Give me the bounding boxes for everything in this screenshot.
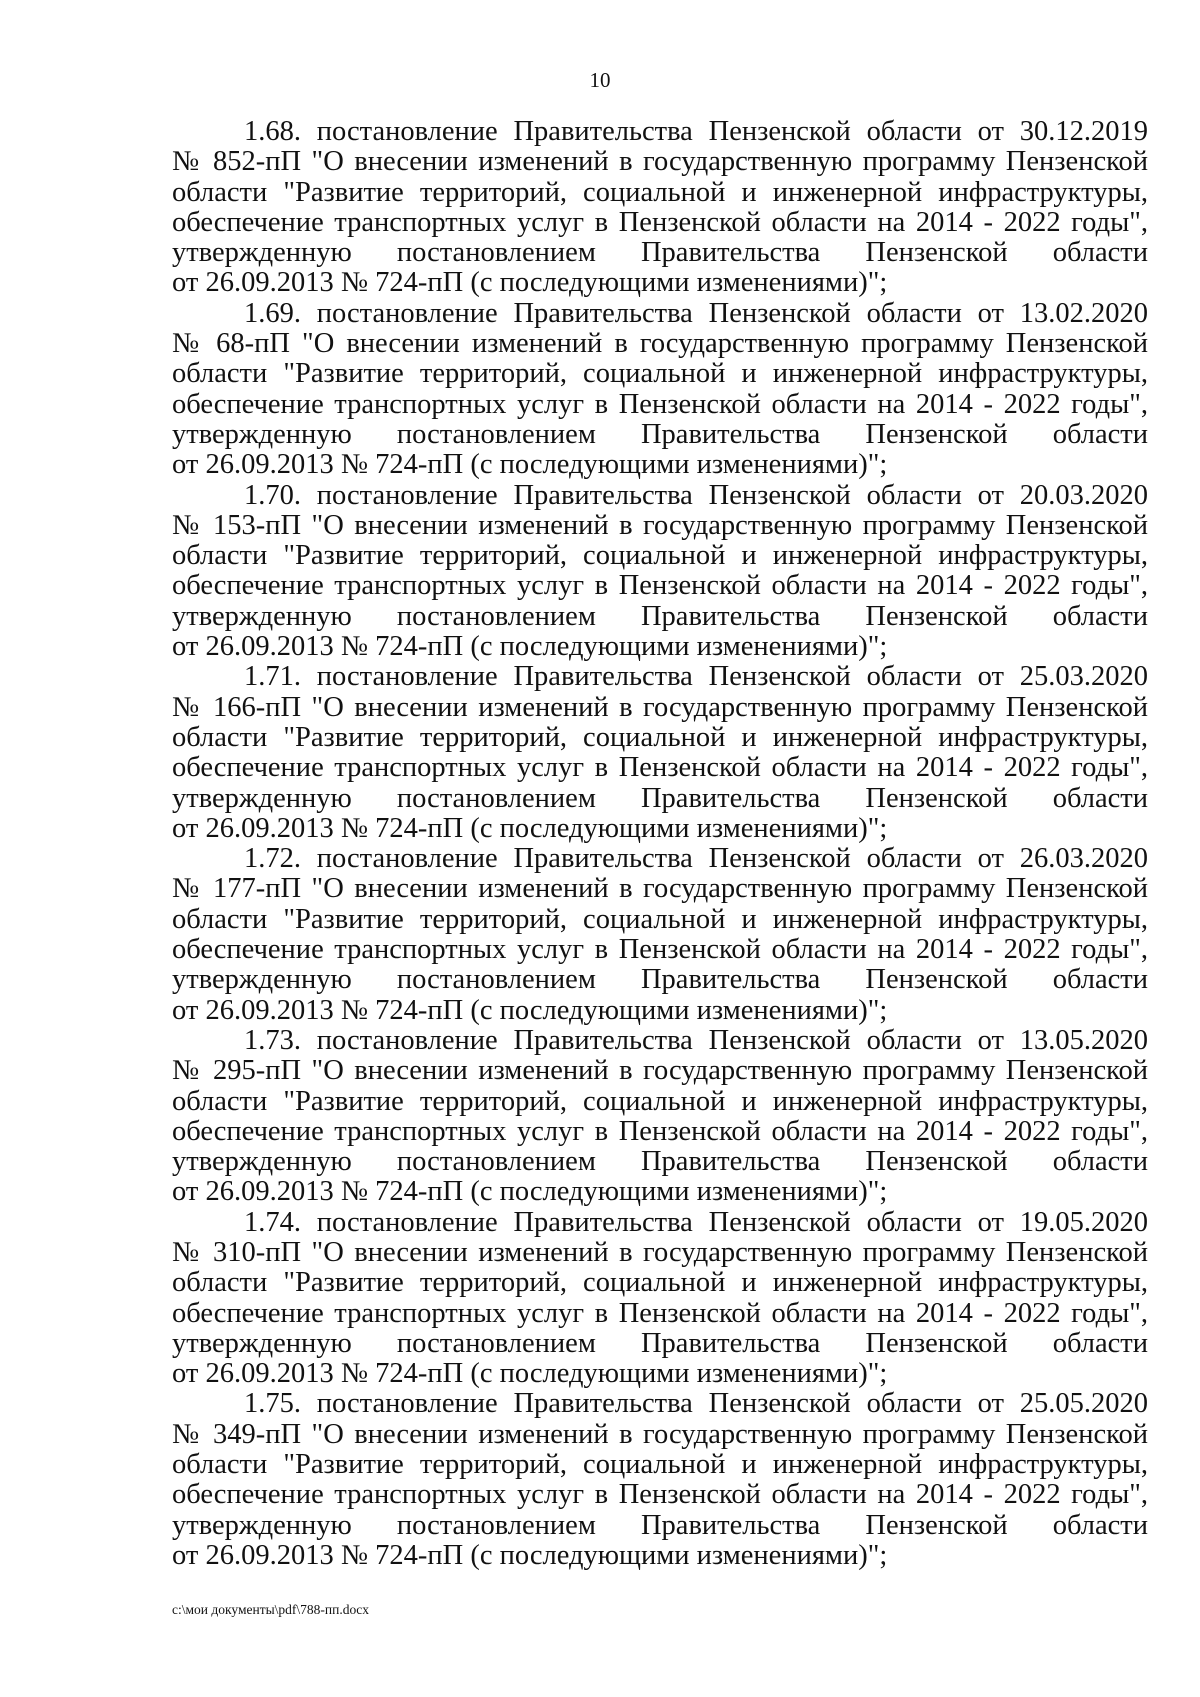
clause-line: области "Развитие территорий, социальной и инженерной инфраструктуры, <box>172 540 1148 572</box>
clause-line: 1.74. постановление Правительства Пензенской области от 19.05.2020 <box>244 1206 1148 1238</box>
clause-line: утвержденную постановлением Правительства Пензенской области <box>172 600 1148 632</box>
clause-1-74 <box>172 1208 1148 1390</box>
clause-line: от 26.09.2013 № 724-пП (с последующими изменениями)"; <box>172 994 888 1026</box>
clause-line: области "Развитие территорий, социальной и инженерной инфраструктуры, <box>172 176 1148 208</box>
clause-line: от 26.09.2013 № 724-пП (с последующими изменениями)"; <box>172 1176 888 1208</box>
clause-line: № 177-пП "О внесении изменений в государственную программу Пензенской <box>172 873 1148 905</box>
clause-line: утвержденную постановлением Правительства Пензенской области <box>172 782 1148 814</box>
clause-line: обеспечение транспортных услуг в Пензенской области на 2014 - 2022 годы", <box>172 934 1148 966</box>
clause-line: от 26.09.2013 № 724-пП (с последующими изменениями)"; <box>172 449 888 481</box>
clause-line: обеспечение транспортных услуг в Пензенской области на 2014 - 2022 годы", <box>172 1479 1148 1511</box>
clause-line: № 68-пП "О внесении изменений в государственную программу Пензенской <box>172 328 1148 360</box>
clause-1-69 <box>172 299 1148 481</box>
clause-1-71 <box>172 662 1148 844</box>
clause-line: № 349-пП "О внесении изменений в государственную программу Пензенской <box>172 1418 1148 1450</box>
clause-line: области "Развитие территорий, социальной и инженерной инфраструктуры, <box>172 1085 1148 1117</box>
clause-line: от 26.09.2013 № 724-пП (с последующими изменениями)"; <box>172 812 888 844</box>
clause-line: 1.70. постановление Правительства Пензенской области от 20.03.2020 <box>244 479 1148 511</box>
clause-line: 1.73. постановление Правительства Пензенской области от 13.05.2020 <box>244 1024 1148 1056</box>
clause-line: обеспечение транспортных услуг в Пензенской области на 2014 - 2022 годы", <box>172 388 1148 420</box>
clause-line: от 26.09.2013 № 724-пП (с последующими изменениями)"; <box>172 267 888 299</box>
clause-line: 1.71. постановление Правительства Пензенской области от 25.03.2020 <box>244 661 1148 693</box>
page-number: 10 <box>589 68 611 92</box>
clause-line: утвержденную постановлением Правительства Пензенской области <box>172 964 1148 996</box>
clause-line: № 852-пП "О внесении изменений в государственную программу Пензенской <box>172 146 1148 178</box>
clause-line: от 26.09.2013 № 724-пП (с последующими изменениями)"; <box>172 1539 888 1571</box>
clause-line: утвержденную постановлением Правительства Пензенской области <box>172 1327 1148 1359</box>
clause-line: 1.69. постановление Правительства Пензенской области от 13.02.2020 <box>244 297 1148 329</box>
clause-line: от 26.09.2013 № 724-пП (с последующими изменениями)"; <box>172 1358 888 1390</box>
clause-line: от 26.09.2013 № 724-пП (с последующими изменениями)"; <box>172 631 888 663</box>
document-body <box>172 117 1148 1571</box>
clause-line: № 295-пП "О внесении изменений в государственную программу Пензенской <box>172 1055 1148 1087</box>
clause-line: № 310-пП "О внесении изменений в государственную программу Пензенской <box>172 1236 1148 1268</box>
clause-line: 1.72. постановление Правительства Пензенской области от 26.03.2020 <box>244 843 1148 875</box>
clause-line: области "Развитие территорий, социальной и инженерной инфраструктуры, <box>172 1267 1148 1299</box>
clause-line: № 153-пП "О внесении изменений в государственную программу Пензенской <box>172 509 1148 541</box>
clause-1-70 <box>172 481 1148 663</box>
clause-line: утвержденную постановлением Правительства Пензенской области <box>172 1146 1148 1178</box>
clause-line: обеспечение транспортных услуг в Пензенской области на 2014 - 2022 годы", <box>172 1115 1148 1147</box>
clause-line: утвержденную постановлением Правительства Пензенской области <box>172 237 1148 269</box>
clause-line: утвержденную постановлением Правительства Пензенской области <box>172 1509 1148 1541</box>
clause-line: обеспечение транспортных услуг в Пензенской области на 2014 - 2022 годы", <box>172 206 1148 238</box>
clause-line: области "Развитие территорий, социальной и инженерной инфраструктуры, <box>172 903 1148 935</box>
clause-line: обеспечение транспортных услуг в Пензенской области на 2014 - 2022 годы", <box>172 752 1148 784</box>
clause-line: 1.68. постановление Правительства Пензенской области от 30.12.2019 <box>244 116 1148 147</box>
clause-line: № 166-пП "О внесении изменений в государственную программу Пензенской <box>172 691 1148 723</box>
clause-1-75 <box>172 1389 1148 1571</box>
clause-line: 1.75. постановление Правительства Пензенской области от 25.05.2020 <box>244 1388 1148 1420</box>
clause-line: обеспечение транспортных услуг в Пензенской области на 2014 - 2022 годы", <box>172 570 1148 602</box>
clause-1-72 <box>172 844 1148 1026</box>
footer-file-path: c:\мои документы\pdf\788-пп.docx <box>172 1602 369 1617</box>
clause-1-73 <box>172 1026 1148 1208</box>
clause-line: области "Развитие территорий, социальной и инженерной инфраструктуры, <box>172 358 1148 390</box>
clause-line: обеспечение транспортных услуг в Пензенской области на 2014 - 2022 годы", <box>172 1297 1148 1329</box>
clause-1-68 <box>172 117 1148 299</box>
clause-line: области "Развитие территорий, социальной и инженерной инфраструктуры, <box>172 721 1148 753</box>
clause-line: области "Развитие территорий, социальной и инженерной инфраструктуры, <box>172 1449 1148 1481</box>
clause-line: утвержденную постановлением Правительства Пензенской области <box>172 418 1148 450</box>
